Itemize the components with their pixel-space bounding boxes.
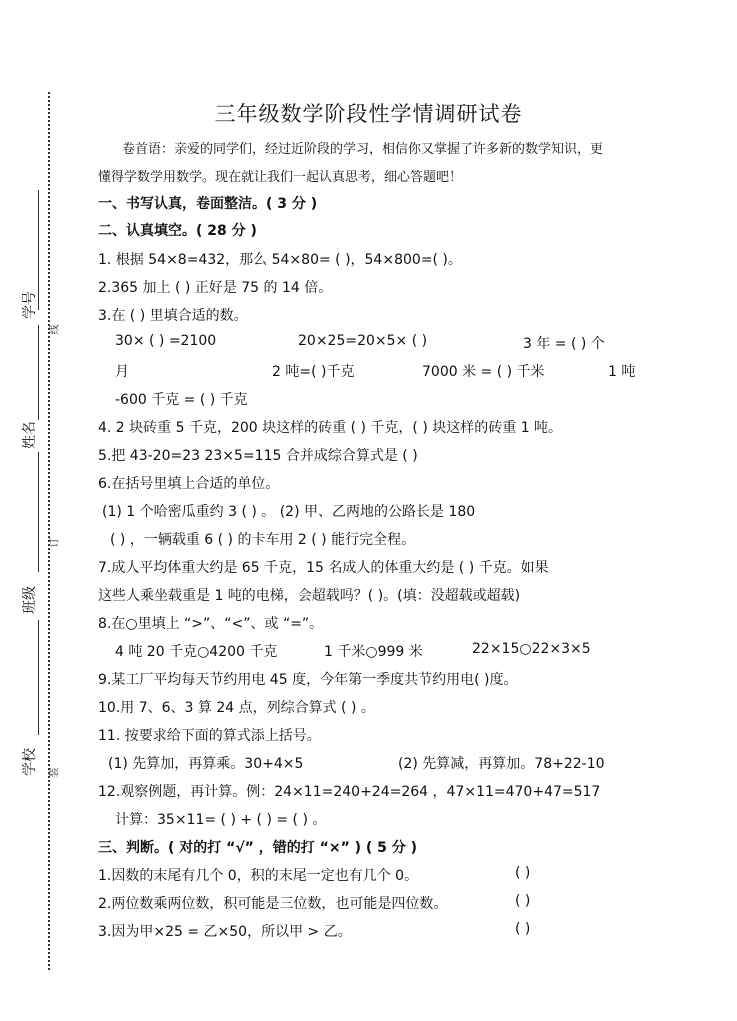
question-3-e: 2 吨=( )千克 [272,364,355,380]
intro-line-2: 懂得学数学用数学。现在就让我们一起认真思考，细心答题吧！ [98,170,463,185]
question-3-d: 月 [115,364,129,380]
question-7-line-2: 这些人乘坐载重是 1 吨的电梯，会超载吗？( )。(填：没超载或超载) [98,588,521,604]
binding-mark-ding: 订 [49,537,61,548]
binding-dotted-line [48,92,50,970]
question-6-b: ( ) ，一辆载重 6 ( ) 的卡车用 2 ( ) 能行完全程。 [110,532,416,548]
question-3-a: 30× ( ) =2100 [115,333,217,349]
class-underline [38,452,39,572]
binding-mark-zhuang: 装 [49,767,61,778]
question-3-c: 3 年 = ( ) 个 [523,336,605,352]
question-6-a: (1) 1 个哈密瓜重约 3 ( ) 。 (2) 甲、乙两地的公路长是 180 [102,504,476,520]
judgment-2-paren: ( ) [515,893,531,909]
question-3-h: -600 千克 = ( ) 千克 [115,392,248,408]
intro-line-1: 卷首语：亲爱的同学们，经过近阶段的学习，相信你又掌握了许多新的数学知识，更 [122,142,604,157]
section-3-heading: 三、判断。( 对的打 “√” ，错的打 “×” ) ( 5 分 ) [98,840,418,856]
judgment-2: 2.两位数乘两位数，积可能是三位数，也可能是四位数。 [98,896,448,912]
judgment-1: 1.因数的末尾有几个 0，积的末尾一定也有几个 0。 [98,868,419,884]
judgment-3: 3.因为甲×25 = 乙×50，所以甲 > 乙。 [98,924,352,940]
question-12-a: 计算：35×11= ( ) + ( ) = ( ) 。 [115,812,327,828]
section-1-heading: 一、书写认真，卷面整洁。( 3 分 ) [98,196,318,212]
question-3-f: 7000 米 = ( ) 千米 [422,364,545,380]
question-11-b: (2) 先算减，再算加。78+22-10 [398,756,605,772]
question-1: 1. 根据 54×8=432，那么 54×80= ( )，54×800=( )。 [98,252,462,268]
question-11-a: (1) 先算加，再算乘。30+4×5 [108,756,304,772]
question-8: 8.在○里填上 “>”、“<”、或 “=”。 [98,616,324,632]
question-3-g: 1 吨 [608,364,636,380]
question-5: 5.把 43-20=23 23×5=115 合并成综合算式是 ( ) [98,448,418,464]
binding-mark-xian: 线 [49,324,61,335]
question-3-b: 20×25=20×5× ( ) [298,333,428,349]
section-2-heading: 二、认真填空。( 28 分 ) [98,223,257,239]
id-label: 学号 [22,291,38,319]
class-label: 班级 [22,586,38,614]
page-title: 三年级数学阶段性学情调研试卷 [214,102,523,126]
judgment-1-paren: ( ) [515,865,531,881]
question-4: 4. 2 块砖重 5 千克，200 块这样的砖重 ( ) 千克，( ) 块这样的砖重 1 吨。 [98,420,563,436]
question-7-line-1: 7.成人平均体重大约是 65 千克，15 名成人的体重大约是 ( ) 千克。如果 [98,560,549,576]
name-underline [38,325,39,420]
judgment-3-paren: ( ) [515,921,531,937]
question-2: 2.365 加上 ( ) 正好是 75 的 14 倍。 [98,280,333,296]
school-underline [38,620,39,735]
name-label: 姓名 [22,421,38,449]
question-9: 9.某工厂平均每天节约用电 45 度，今年第一季度共节约用电( )度。 [98,672,518,688]
question-10: 10.用 7、6、3 算 24 点，列综合算式 ( ) 。 [98,700,375,716]
question-8-a: 4 吨 20 千克○4200 千克 [115,644,278,660]
question-12: 12.观察例题，再计算。例：24×11=240+24=264 ，47×11=470+47=517 [98,784,601,800]
school-label: 学校 [22,748,38,776]
question-6: 6.在括号里填上合适的单位。 [98,476,280,492]
question-11: 11. 按要求给下面的算式添上括号。 [98,728,321,744]
question-8-b: 1 千米○999 米 [324,644,423,660]
question-8-c: 22×15○22×3×5 [472,641,591,657]
question-3: 3.在 ( ) 里填合适的数。 [98,308,248,324]
